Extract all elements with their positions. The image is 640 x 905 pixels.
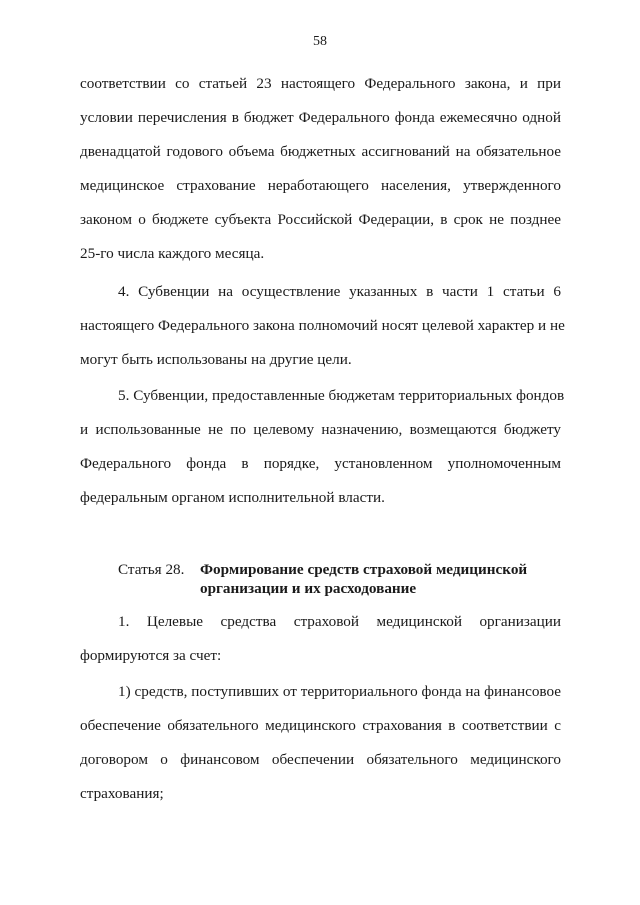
paragraph-line: 5. Субвенции, предоставленные бюджетам территориальных фондов <box>118 387 565 404</box>
paragraph-line: соответствии со статьей 23 настоящего Федерального закона, и при <box>80 75 561 92</box>
paragraph-line: 25-го числа каждого месяца. <box>80 245 265 262</box>
page-number: 58 <box>313 34 327 49</box>
paragraph-line: обеспечение обязательного медицинского страхования в соответствии с <box>80 717 561 734</box>
paragraph-line: 1) средств, поступивших от территориального фонда на финансовое <box>118 683 561 700</box>
paragraph-line: настоящего Федерального закона полномочий носят целевой характер и не <box>80 317 565 334</box>
paragraph-line: договором о финансовом обеспечении обязательного медицинского <box>80 751 561 768</box>
paragraph-line: условии перечисления в бюджет Федерального фонда ежемесячно одной <box>80 109 561 126</box>
article-label: Статья 28. <box>118 561 185 578</box>
paragraph-line: медицинское страхование неработающего населения, утвержденного <box>80 177 561 194</box>
paragraph-line: федеральным органом исполнительной власти. <box>80 489 385 506</box>
article-title-line: Формирование средств страховой медицинской <box>200 561 528 578</box>
paragraph-line: двенадцатой годового объема бюджетных ассигнований на обязательное <box>80 143 561 160</box>
paragraph-line: могут быть использованы на другие цели. <box>80 351 352 368</box>
paragraph-line: страхования; <box>80 785 164 802</box>
article-title-line: организации и их расходование <box>200 580 417 597</box>
paragraph-line: Федерального фонда в порядке, установленном уполномоченным <box>80 455 561 472</box>
paragraph-line: формируются за счет: <box>80 647 222 664</box>
article-title <box>200 560 570 598</box>
paragraph-line: законом о бюджете субъекта Российской Федерации, в срок не позднее <box>80 211 561 228</box>
paragraph-line: 1. Целевые средства страховой медицинской организации <box>118 613 561 630</box>
paragraph-line: 4. Субвенции на осуществление указанных в части 1 статьи 6 <box>118 283 561 300</box>
paragraph-line: и использованные не по целевому назначению, возмещаются бюджету <box>80 421 561 438</box>
